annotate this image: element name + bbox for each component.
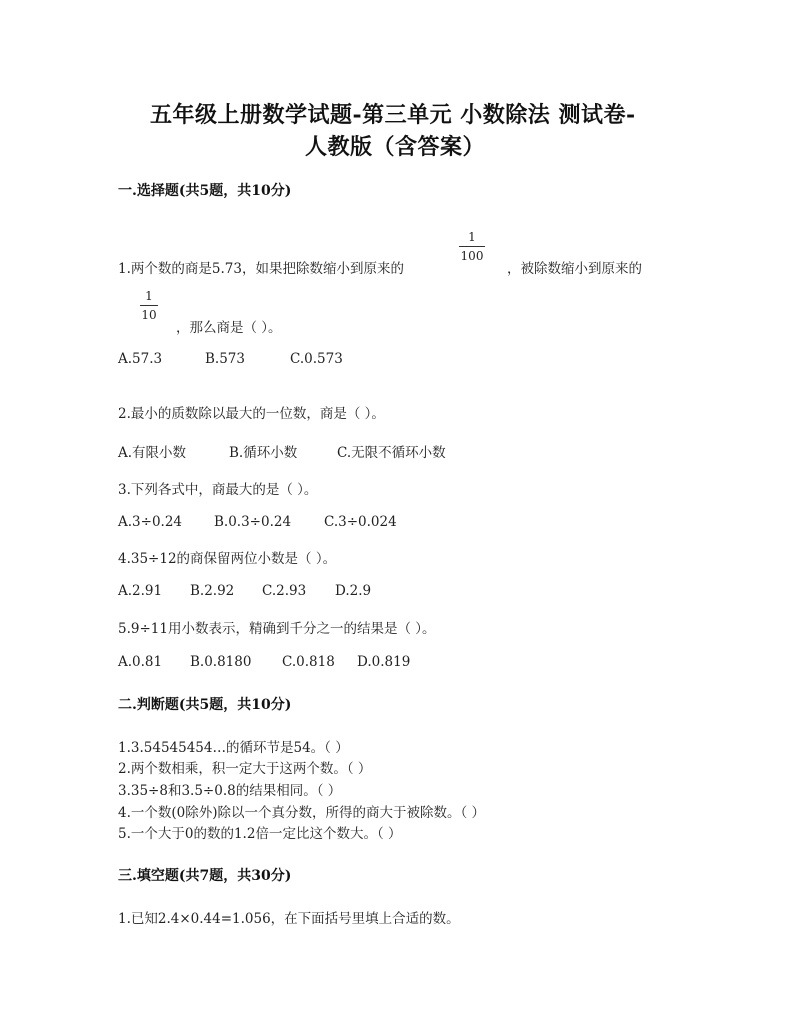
judge-item-4: 4.一个数(0除外)除以一个真分数，所得的商大于被除数。（ ）	[118, 805, 486, 821]
doc-title-line1: 五年级上册数学试题-第三单元 小数除法 测试卷-	[150, 102, 636, 128]
section-heading-judge: 二.判断题(共5题，共10分)	[118, 697, 292, 713]
judge-item-5: 5.一个大于0的数的1.2倍一定比这个数大。（ ）	[118, 826, 402, 842]
q3-option-b: B.0.3÷0.24	[214, 514, 292, 530]
q4-option-c: C.2.93	[262, 583, 307, 599]
q5-option-a: A.0.81	[118, 654, 163, 670]
q2-option-a: A.有限小数	[118, 445, 187, 461]
judge-item-1: 1.3.54545454…的循环节是54。（ ）	[118, 740, 349, 756]
q3-option-a: A.3÷0.24	[118, 514, 182, 530]
q4-option-d: D.2.9	[335, 583, 372, 599]
q1-text-a: 1.两个数的商是5.73，如果把除数缩小到原来的	[118, 261, 404, 277]
q4-option-a: A.2.91	[118, 583, 163, 599]
fill-q1-text: 1.已知2.4×0.44=1.056，在下面括号里填上合适的数。	[118, 911, 460, 927]
q1-text-c: ，那么商是（ ）。	[176, 320, 282, 336]
fraction-one-hundredth	[459, 230, 485, 263]
judge-item-2: 2.两个数相乘，积一定大于这两个数。（ ）	[118, 761, 372, 777]
q2-text: 2.最小的质数除以最大的一位数，商是（ ）。	[118, 406, 385, 422]
q2-option-c: C.无限不循环小数	[337, 445, 446, 461]
q5-option-c: C.0.818	[282, 654, 335, 670]
q1-option-b: B.573	[205, 351, 245, 367]
fraction-one-tenth	[140, 289, 158, 322]
fraction-numerator: 1	[468, 230, 476, 244]
q5-text: 5.9÷11用小数表示，精确到千分之一的结果是（ ）。	[118, 621, 436, 637]
q4-text: 4.35÷12的商保留两位小数是（ ）。	[118, 551, 337, 567]
fraction-bar	[459, 246, 485, 247]
q1-option-a: A.57.3	[118, 351, 163, 367]
judge-item-3: 3.35÷8和3.5÷0.8的结果相同。（ ）	[118, 783, 342, 799]
section-heading-fill: 三.填空题(共7题，共30分)	[118, 868, 292, 884]
q4-option-b: B.2.92	[190, 583, 235, 599]
fraction-denominator: 100	[460, 249, 484, 263]
q5-option-d: D.0.819	[357, 654, 411, 670]
q3-text: 3.下列各式中，商最大的是（ ）。	[118, 482, 318, 498]
q5-option-b: B.0.8180	[190, 654, 252, 670]
q2-option-b: B.循环小数	[229, 445, 298, 461]
q1-option-c: C.0.573	[290, 351, 343, 367]
fraction-bar	[140, 305, 158, 306]
section-heading-choice: 一.选择题(共5题，共10分)	[118, 183, 292, 199]
q1-text-b: ，被除数缩小到原来的	[507, 261, 642, 277]
fraction-denominator: 10	[141, 308, 157, 322]
doc-title-line2: 人教版（含答案）	[305, 134, 486, 160]
fraction-numerator: 1	[145, 289, 153, 303]
q3-option-c: C.3÷0.024	[324, 514, 397, 530]
